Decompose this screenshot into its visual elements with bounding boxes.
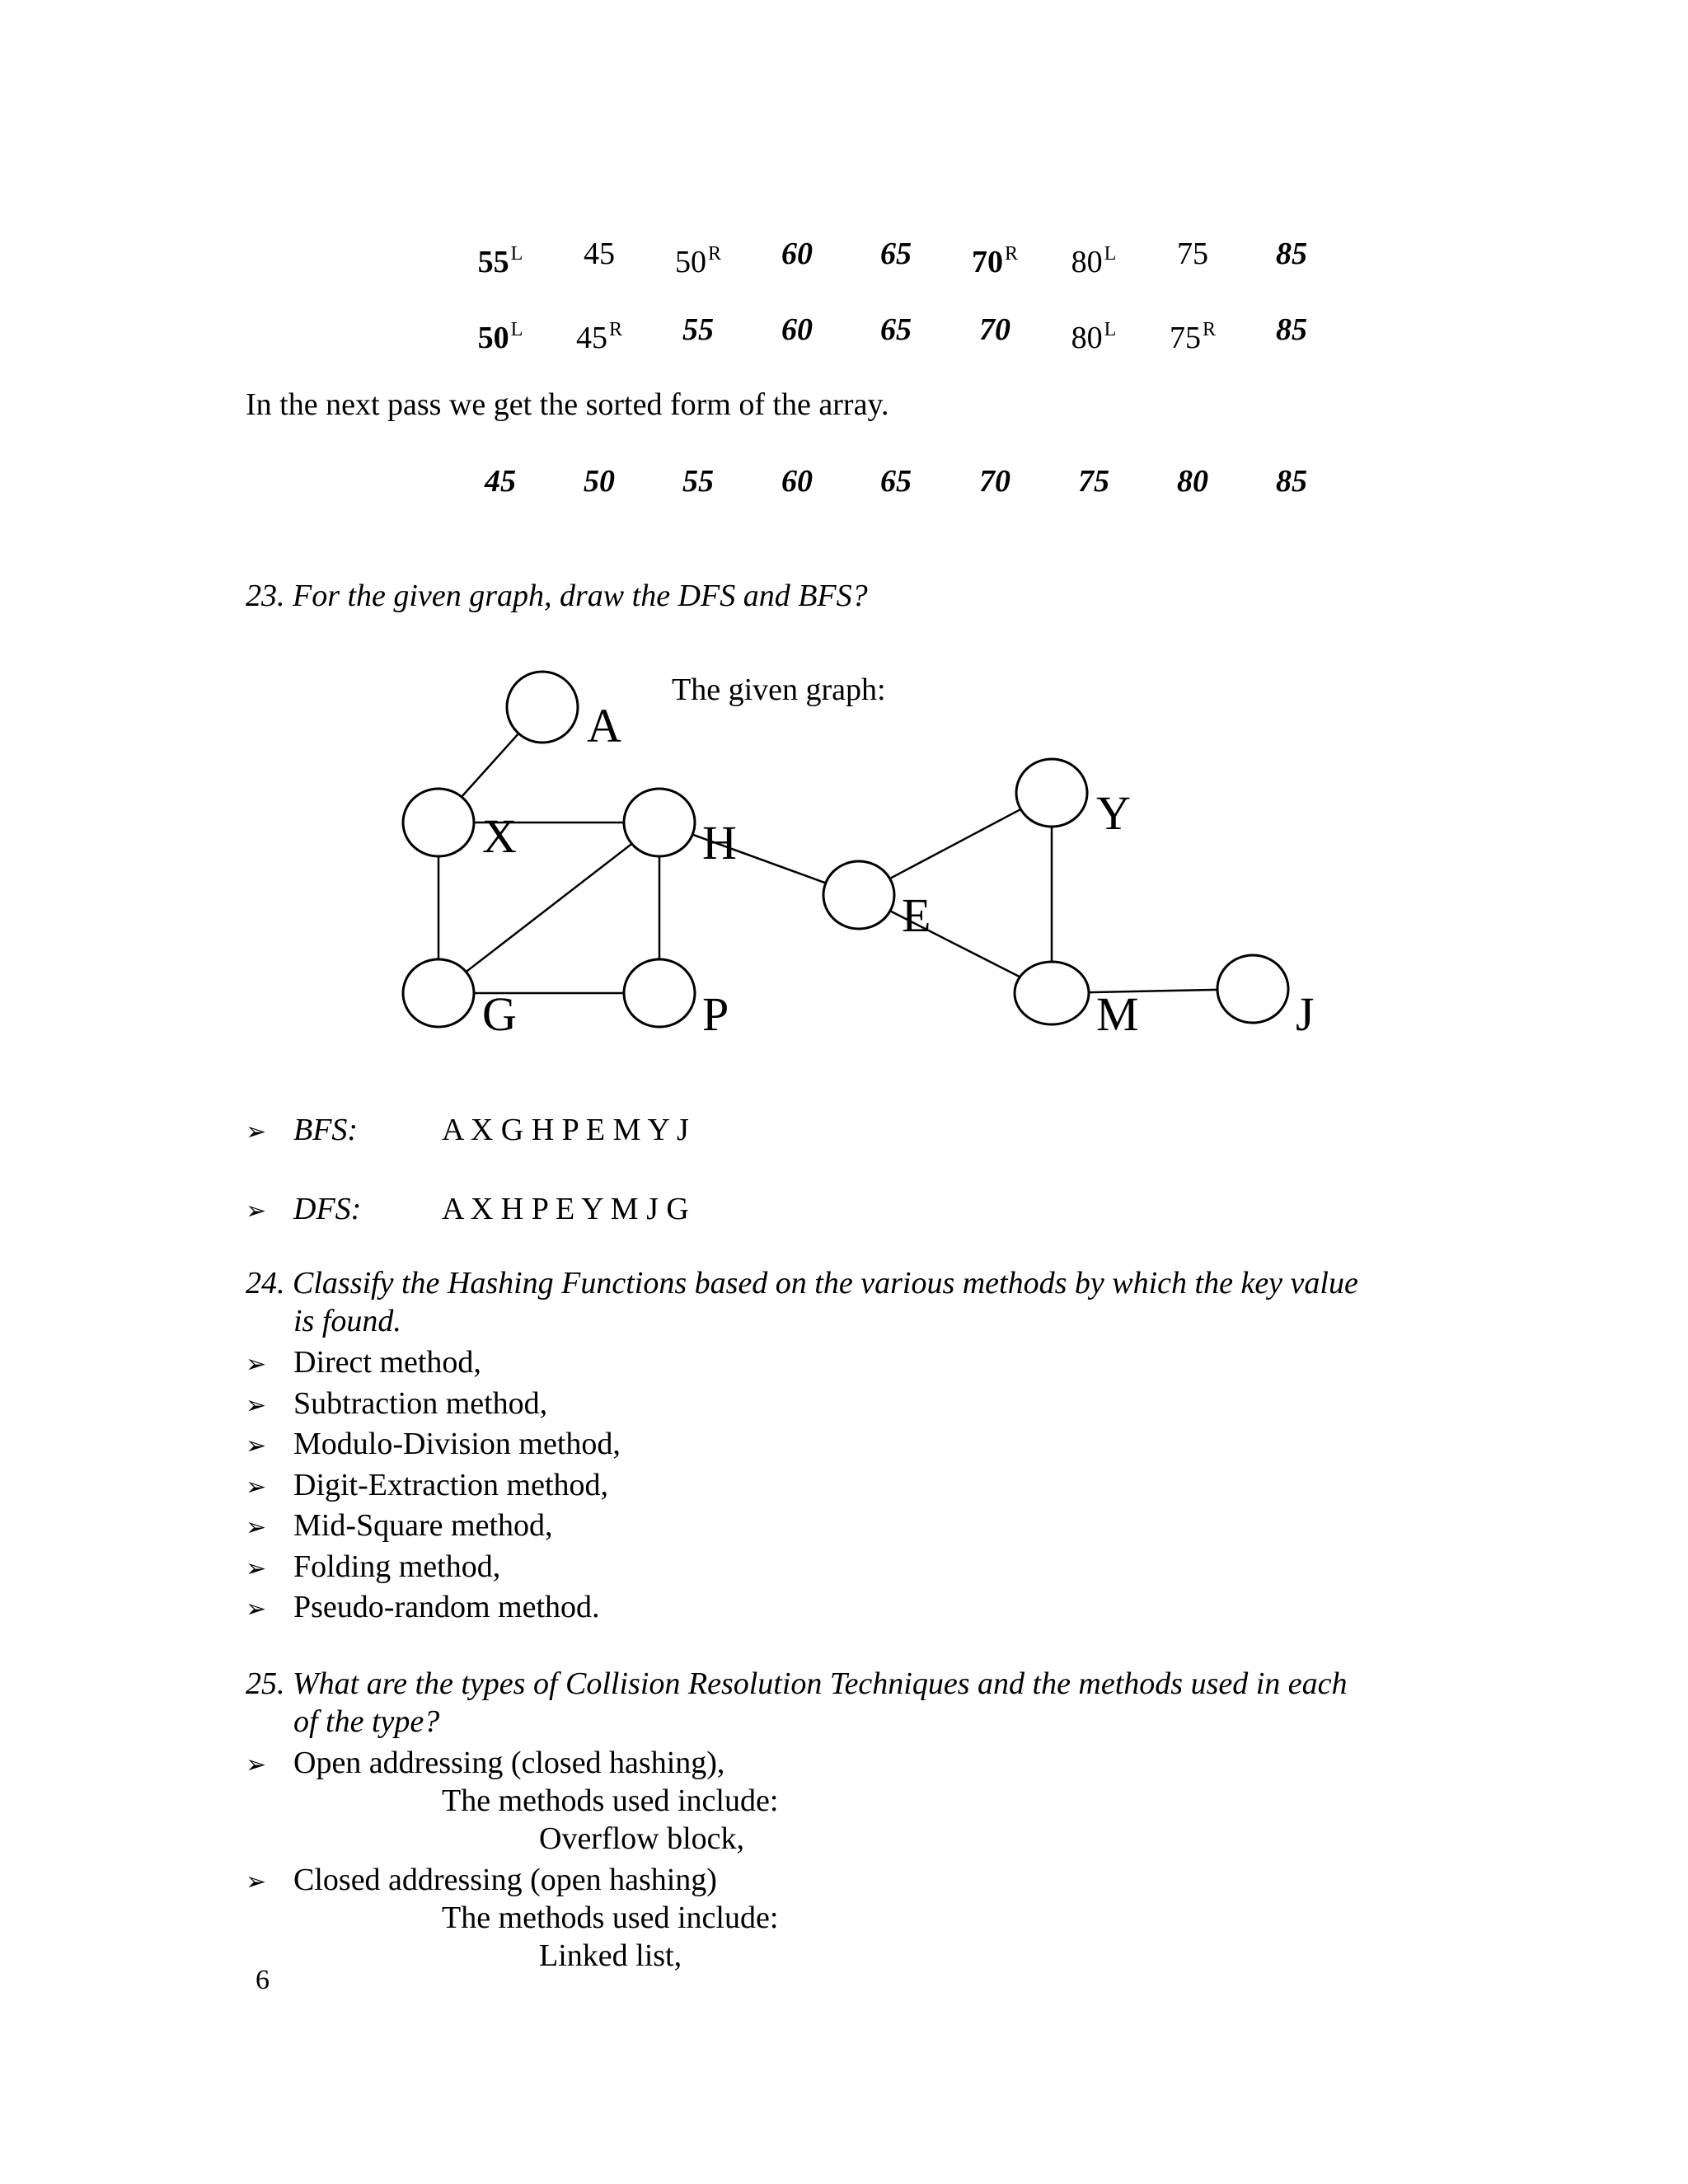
graph-edge-A-X: [462, 733, 518, 797]
array-cell: 85: [1276, 464, 1307, 499]
open-addressing-item: ➢ Open addressing (closed hashing),: [246, 1744, 724, 1784]
pointer-marker: L: [510, 319, 523, 340]
graph-node-Y: [1016, 759, 1087, 827]
array-cell: $70^R$: [971, 243, 1018, 279]
arrow-bullet-icon: ➢: [246, 1472, 267, 1502]
graph-node-P: [624, 959, 695, 1027]
array-cell: 75: [1078, 464, 1109, 499]
hashing-method-label: Modulo-Division method,: [293, 1427, 621, 1461]
array-cell: $75^R$: [1169, 319, 1216, 355]
array-cell: 45: [584, 237, 615, 271]
graph-node-label-J: J: [1296, 987, 1315, 1041]
dfs-label: DFS:: [293, 1192, 362, 1226]
array-cell: 65: [880, 237, 912, 271]
graph-node-label-X: X: [482, 809, 517, 863]
hashing-method-item: [246, 1385, 547, 1425]
hashing-method-label: Subtraction method,: [293, 1385, 548, 1421]
closed-addressing-item: ➢ Closed addressing (open hashing): [246, 1861, 717, 1901]
graph-node-M: [1015, 962, 1089, 1024]
graph-node-G: [403, 959, 474, 1027]
hashing-method-item: [246, 1548, 500, 1588]
graph-node-X: [403, 789, 474, 856]
array-cell: $50^R$: [674, 243, 721, 279]
pointer-marker: R: [707, 243, 721, 265]
hashing-method-label: Digit-Extraction method,: [293, 1467, 609, 1502]
pointer-marker: R: [1202, 319, 1216, 340]
pointer-marker: R: [608, 319, 622, 340]
question-24-title-line2: is found.: [293, 1304, 401, 1338]
hashing-method-label: Direct method,: [293, 1345, 481, 1380]
array-cell: $80^L$: [1071, 243, 1117, 279]
methods-used-label-2: The methods used include:: [442, 1900, 779, 1935]
hashing-method-item: [246, 1343, 481, 1384]
arrow-bullet-icon: ➢: [246, 1513, 267, 1542]
arrow-bullet-icon: ➢: [246, 1350, 267, 1379]
hashing-method-label: Folding method,: [293, 1549, 501, 1584]
dfs-value: A X H P E Y M J G: [442, 1192, 689, 1226]
array-cell: $80^L$: [1071, 319, 1117, 355]
array-cell: 60: [781, 464, 813, 499]
graph-node-J: [1217, 955, 1288, 1023]
pointer-marker: L: [510, 243, 523, 265]
array-cell: 85: [1276, 312, 1307, 347]
arrow-bullet-icon: ➢: [246, 1118, 267, 1146]
hashing-method-item: [246, 1466, 608, 1507]
graph-node-label-M: M: [1096, 987, 1139, 1041]
graph-node-label-P: P: [702, 987, 729, 1041]
graph-edge-E-Y: [890, 809, 1021, 879]
hashing-method-label: Pseudo-random method.: [293, 1590, 600, 1624]
arrow-bullet-icon: ➢: [246, 1868, 267, 1896]
array-cell: 60: [781, 312, 813, 347]
graph-node-label-E: E: [902, 888, 931, 942]
graph-node-H: [624, 789, 695, 856]
page-number: 6: [256, 1965, 270, 1995]
method-overflow-block: Overflow block,: [539, 1821, 745, 1856]
arrow-bullet-icon: ➢: [246, 1750, 267, 1779]
array-cell: $50^L$: [477, 319, 523, 355]
array-cell: 50: [584, 464, 615, 499]
array-cell: 65: [880, 312, 912, 347]
hashing-method-item: [246, 1507, 553, 1547]
hashing-method-item: [246, 1425, 621, 1465]
dfs-bullet: [246, 1190, 689, 1230]
graph-node-label-G: G: [482, 987, 517, 1041]
arrow-bullet-icon: ➢: [246, 1197, 267, 1226]
bfs-value: A X G H P E M Y J: [442, 1113, 689, 1147]
graph-node-label-Y: Y: [1096, 786, 1131, 840]
graph-node-label-A: A: [587, 699, 621, 752]
methods-used-label-1: The methods used include:: [442, 1783, 779, 1818]
question-24-title-line1: 24. Classify the Hashing Functions based on the various methods by which the key value: [246, 1266, 1358, 1301]
graph-node-E: [823, 861, 894, 929]
array-cell: 65: [880, 464, 912, 499]
array-cell: 55: [682, 464, 714, 499]
bfs-label: BFS:: [293, 1113, 359, 1147]
graph-node-A: [507, 672, 578, 743]
array-cell: 45: [485, 464, 516, 499]
arrow-bullet-icon: ➢: [246, 1432, 267, 1460]
pointer-marker: L: [1104, 319, 1117, 340]
array-cell: 55: [682, 312, 714, 347]
array-cell: 70: [979, 312, 1010, 347]
bfs-bullet: [246, 1111, 689, 1151]
array-cell: $45^R$: [575, 319, 622, 355]
question-25-title-line2: of the type?: [293, 1704, 440, 1739]
array-cell: $55^L$: [477, 243, 523, 279]
arrow-bullet-icon: ➢: [246, 1595, 267, 1624]
question-25-title-line1: 25. What are the types of Collision Resolution Techniques and the methods used in each: [246, 1666, 1348, 1701]
arrow-bullet-icon: ➢: [246, 1390, 267, 1420]
hashing-method-item: [246, 1588, 600, 1629]
array-cell: 85: [1276, 237, 1307, 271]
question-23-title: 23. For the given graph, draw the DFS and BFS?: [246, 579, 868, 613]
pointer-marker: R: [1004, 243, 1018, 265]
graph-caption: The given graph:: [672, 673, 886, 707]
arrow-bullet-icon: ➢: [246, 1554, 267, 1583]
array-cell: 80: [1177, 464, 1208, 499]
array-cell: 75: [1177, 237, 1208, 271]
next-pass-text: In the next pass we get the sorted form of the array.: [246, 387, 889, 422]
method-linked-list: Linked list,: [539, 1938, 682, 1973]
hashing-method-label: Mid-Square method,: [293, 1508, 553, 1543]
graph-edge-H-G: [466, 844, 631, 972]
pointer-marker: L: [1104, 243, 1117, 265]
array-cell: 70: [979, 464, 1010, 499]
graph-node-label-H: H: [702, 816, 737, 869]
array-cell: 60: [781, 237, 813, 271]
